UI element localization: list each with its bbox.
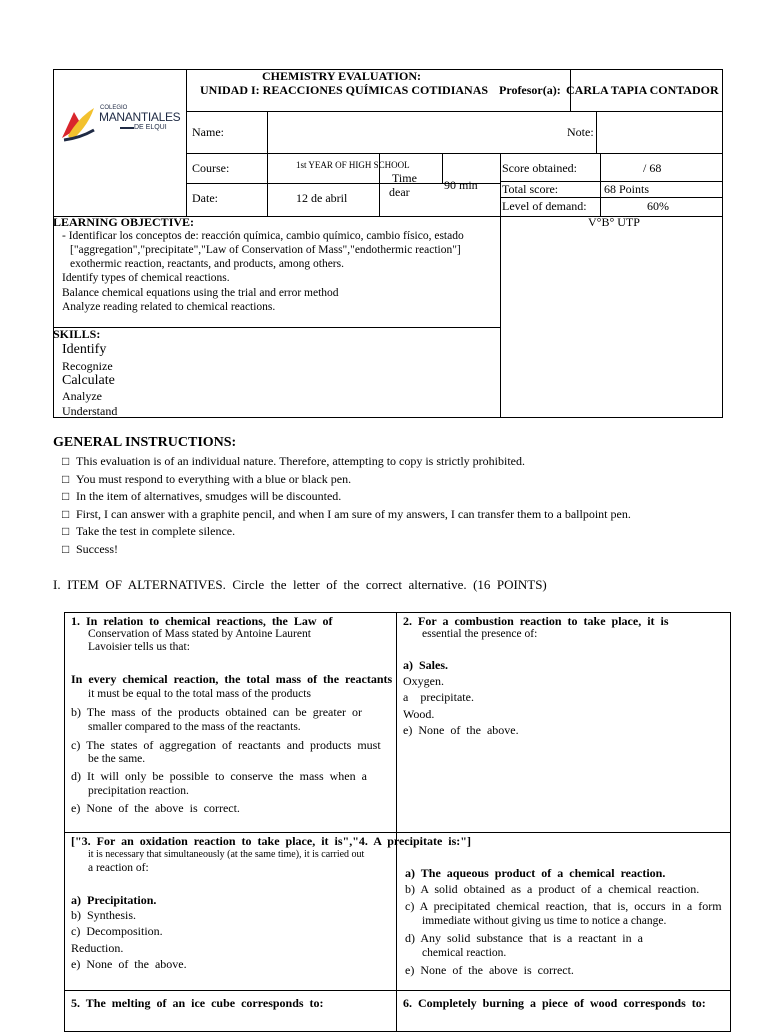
objective-line: Identify types of chemical reactions.	[62, 272, 230, 284]
teacher-label: Profesor(a):	[499, 83, 561, 97]
q3-stem: ["3. For an oxidation reaction to take place, it is","4. A precipitate is:"]	[71, 834, 471, 848]
q1-stem: Conservation of Mass stated by Antoine Laurent	[88, 628, 311, 640]
skill-item: Understand	[62, 404, 118, 418]
header-divider	[600, 153, 601, 217]
skill-item: Analyze	[62, 389, 102, 403]
objective-line: ["aggregation","precipitate","Law of Conservation of Mass","endothermic reaction"]	[70, 244, 461, 256]
header-divider	[500, 197, 723, 198]
q4-option-e[interactable]: e) None of the above is correct.	[405, 963, 574, 977]
q3-stem: a reaction of:	[88, 862, 149, 874]
instruction-item: First, I can answer with a graphite pencil, and when I am sure of my answers, I can transfer them to a ballpoint pen.	[76, 507, 631, 521]
q1-option-d[interactable]: d) It will only be possible to conserve the mass when a	[71, 769, 367, 783]
instruction-bullet: □	[62, 507, 70, 521]
time-value: 90 min	[444, 178, 478, 192]
time-label-2: dear	[389, 185, 410, 199]
q2-option-b[interactable]: Oxygen.	[403, 674, 444, 688]
instruction-item: Success!	[76, 542, 118, 556]
q1-option-c-cont: be the same.	[88, 753, 146, 765]
objective-line: Balance chemical equations using the trial and error method	[62, 287, 339, 299]
skill-item: Recognize	[62, 359, 113, 373]
q3-stem: it is necessary that simultaneously (at the same time), it is carried out	[88, 849, 365, 860]
q4-option-d[interactable]: d) Any solid substance that is a reactant in a	[405, 931, 643, 945]
q2-option-d[interactable]: Wood.	[403, 707, 435, 721]
instruction-bullet: □	[62, 454, 70, 468]
q4-option-b[interactable]: b) A solid obtained as a product of a chemical reaction.	[405, 882, 700, 896]
demand-value: 60%	[647, 199, 669, 213]
questions-divider	[396, 612, 397, 1032]
q1-option-d-cont: precipitation reaction.	[88, 785, 189, 797]
section-title: I. ITEM OF ALTERNATIVES. Circle the letter of the correct alternative. (16 POINTS)	[53, 577, 547, 592]
header-divider	[500, 153, 501, 217]
total-score-value: 68 Points	[604, 182, 650, 196]
q2-stem: 2. For a combustion reaction to take place, it is	[403, 614, 669, 628]
vb-utp: V°B° UTP	[588, 215, 640, 229]
score-obtained-value: / 68	[643, 161, 662, 175]
logo-underline	[120, 127, 134, 129]
logo-mark-icon	[60, 102, 100, 144]
questions-divider	[64, 990, 731, 991]
q1-option-b-cont: smaller compared to the mass of the reactants.	[88, 721, 301, 733]
logo-line-3: DE ELQUI	[134, 124, 167, 131]
objective-divider	[53, 327, 500, 328]
score-obtained-label: Score obtained:	[502, 161, 577, 175]
q1-stem: 1. In relation to chemical reactions, the Law of	[71, 614, 333, 628]
instruction-item: In the item of alternatives, smudges will be discounted.	[76, 489, 342, 503]
school-logo	[60, 100, 180, 146]
objective-heading: LEARNING OBJECTIVE:	[53, 215, 195, 229]
q2-option-a[interactable]: a) Sales.	[403, 658, 448, 672]
q3-option-b[interactable]: b) Synthesis.	[71, 908, 137, 922]
q3-option-d[interactable]: Reduction.	[71, 941, 124, 955]
objective-line: exothermic reaction, reactants, and products, among others.	[70, 258, 344, 270]
q4-option-c[interactable]: c) A precipitated chemical reaction, that is, occurs in a form	[405, 899, 722, 913]
skills-heading: SKILLS:	[53, 327, 101, 341]
teacher-name: CARLA TAPIA CONTADOR	[566, 83, 719, 97]
objective-divider	[500, 216, 501, 418]
name-field[interactable]	[268, 112, 568, 152]
q3-option-c[interactable]: c) Decomposition.	[71, 924, 163, 938]
name-label: Name:	[192, 125, 224, 139]
date-value: 12 de abril	[296, 191, 348, 205]
q1-stem: Lavoisier tells us that:	[88, 641, 190, 653]
q1-option-c[interactable]: c) The states of aggregation of reactants and products must	[71, 738, 381, 752]
demand-label: Level of demand:	[502, 199, 587, 213]
q3-option-a[interactable]: a) Precipitation.	[71, 893, 157, 907]
instruction-item: You must respond to everything with a blue or black pen.	[76, 472, 352, 486]
q5-stem: 5. The melting of an ice cube corresponds to:	[71, 996, 324, 1010]
logo-line-1: COLEGIO	[100, 105, 128, 111]
unit-title: UNIDAD I: REACCIONES QUÍMICAS COTIDIANAS	[200, 83, 489, 97]
instruction-bullet: □	[62, 524, 70, 538]
logo-line-2: MANANTIALES	[99, 110, 181, 124]
q1-option-a[interactable]: In every chemical reaction, the total mass of the reactants	[71, 672, 393, 686]
course-value: 1st YEAR OF HIGH SCHOOL	[296, 160, 410, 170]
date-label: Date:	[192, 191, 218, 205]
total-score-label: Total score:	[502, 182, 559, 196]
q6-stem: 6. Completely burning a piece of wood corresponds to:	[403, 996, 706, 1010]
instructions-heading: GENERAL INSTRUCTIONS:	[53, 435, 237, 450]
q2-stem: essential the presence of:	[422, 628, 538, 640]
q1-option-b[interactable]: b) The mass of the products obtained can be greater or	[71, 705, 363, 719]
skill-item: Identify	[62, 342, 107, 357]
note-label: Note:	[567, 125, 594, 139]
questions-divider	[64, 832, 731, 833]
course-label: Course:	[192, 161, 230, 175]
q1-option-e[interactable]: e) None of the above is correct.	[71, 801, 240, 815]
q3-option-e[interactable]: e) None of the above.	[71, 957, 187, 971]
q4-option-d-cont: chemical reaction.	[422, 947, 507, 959]
q2-option-c[interactable]: a precipitate.	[403, 690, 474, 704]
objective-line: - Identificar los conceptos de: reacción química, cambio químico, cambio físico, estado	[62, 230, 464, 242]
instruction-bullet: □	[62, 542, 70, 556]
skill-item: Calculate	[62, 373, 115, 388]
q4-option-c-cont: immediate without giving us time to notice a change.	[422, 915, 667, 927]
header-divider	[442, 153, 443, 184]
instruction-bullet: □	[62, 472, 70, 486]
evaluation-title: CHEMISTRY EVALUATION:	[262, 69, 422, 83]
instruction-item: This evaluation is of an individual nature. Therefore, attempting to copy is strictly prohibited.	[76, 454, 526, 468]
q2-option-e[interactable]: e) None of the above.	[403, 723, 519, 737]
objective-line: Analyze reading related to chemical reactions.	[62, 301, 276, 313]
instruction-item: Take the test in complete silence.	[76, 524, 236, 538]
q1-option-a-cont: it must be equal to the total mass of the products	[88, 688, 311, 700]
instruction-bullet: □	[62, 489, 70, 503]
note-field[interactable]	[597, 112, 722, 152]
time-label-1: Time	[392, 171, 417, 185]
header-divider	[186, 69, 187, 217]
q4-option-a[interactable]: a) The aqueous product of a chemical reaction.	[405, 866, 666, 880]
